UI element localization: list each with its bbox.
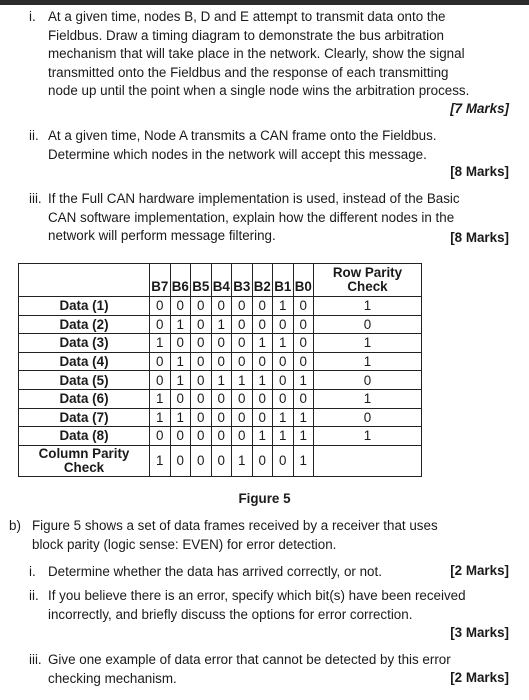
column-parity-bit: 0: [211, 445, 232, 476]
top-border: [0, 0, 529, 5]
text-line: If you believe there is an error, specify which bit(s) have been received: [48, 588, 466, 603]
bit-cell: 0: [232, 297, 253, 316]
column-parity-row: [19, 445, 422, 476]
text-line: transmitted onto the Fieldbus and the response of each transmitting: [48, 64, 449, 80]
text-line: Determine which nodes in the network will accept this message.: [48, 146, 427, 162]
bit-cell: 1: [252, 371, 273, 390]
parity-cell: 1: [314, 389, 422, 408]
bit-cell: 0: [150, 315, 171, 334]
bit-cell: 1: [170, 408, 191, 427]
bit-cell: 1: [273, 334, 294, 353]
bit-cell: 1: [170, 315, 191, 334]
bit-cell: 1: [273, 427, 294, 446]
bit-cell: 0: [252, 315, 273, 334]
bit-cell: 0: [211, 352, 232, 371]
bit-cell: 0: [252, 408, 273, 427]
bit-cell: 0: [293, 297, 314, 316]
corner-cell: [19, 264, 150, 297]
marks-label: [8 Marks]: [450, 230, 509, 245]
bit-header: B6: [170, 264, 191, 297]
bit-cell: 1: [150, 408, 171, 427]
text-line: Give one example of data error that cannot be detected by this error: [48, 652, 451, 667]
bit-cell: 0: [211, 334, 232, 353]
question-text: [48, 8, 469, 101]
header-line: Row Parity: [332, 265, 403, 280]
text-line: At a given time, nodes B, D and E attempt to transmit data onto the: [48, 9, 446, 24]
bit-cell: 0: [191, 408, 212, 427]
bit-cell: 0: [232, 352, 253, 371]
table-row: [19, 334, 422, 353]
question-number: ii.: [29, 128, 39, 143]
column-parity-bit: 1: [293, 445, 314, 476]
parity-cell: 1: [314, 427, 422, 446]
row-label: Data (3): [19, 334, 150, 353]
bit-cell: 0: [150, 371, 171, 390]
question-number: ii.: [29, 588, 39, 603]
row-label: Data (2): [19, 315, 150, 334]
empty-cell: [314, 445, 422, 476]
part-label: b): [9, 518, 21, 533]
bit-cell: 0: [232, 334, 253, 353]
column-parity-bit: 0: [170, 445, 191, 476]
row-label: Data (8): [19, 427, 150, 446]
text-line: block parity (logic sense: EVEN) for error detection.: [32, 536, 337, 552]
bit-cell: 1: [293, 371, 314, 390]
text-line: mechanism that will take place in the network. Clearly, show the signal: [48, 46, 465, 62]
label-line: Check: [63, 459, 105, 475]
column-parity-bit: 0: [252, 445, 273, 476]
bit-cell: 1: [293, 408, 314, 427]
table-row: [19, 408, 422, 427]
bit-cell: 0: [273, 389, 294, 408]
figure-caption: Figure 5: [238, 491, 291, 506]
bit-cell: 0: [170, 297, 191, 316]
bit-cell: 1: [293, 427, 314, 446]
bit-header: B0: [293, 264, 314, 297]
bit-cell: 0: [211, 408, 232, 427]
row-label: Data (7): [19, 408, 150, 427]
bit-header: B3: [232, 264, 253, 297]
question-number: i.: [29, 9, 36, 24]
question-text: [48, 563, 382, 582]
bit-cell: 0: [191, 334, 212, 353]
bit-cell: 0: [191, 352, 212, 371]
bit-cell: 0: [252, 297, 273, 316]
header-row: [19, 264, 422, 297]
bit-cell: 1: [252, 334, 273, 353]
bit-header: B1: [273, 264, 294, 297]
bit-cell: 0: [170, 427, 191, 446]
text-line: Fieldbus. Draw a timing diagram to demonstrate the bus arbitration: [48, 27, 444, 43]
bit-cell: 1: [211, 315, 232, 334]
bit-cell: 0: [170, 334, 191, 353]
bit-cell: 0: [293, 352, 314, 371]
parity-cell: 0: [314, 408, 422, 427]
bit-cell: 1: [232, 371, 253, 390]
marks-label: [7 Marks]: [450, 101, 509, 116]
question-number: iii.: [29, 652, 42, 667]
row-parity-header: [314, 264, 422, 297]
question-text: [48, 587, 466, 624]
bit-cell: 0: [191, 371, 212, 390]
bit-cell: 0: [170, 389, 191, 408]
bit-cell: 0: [273, 371, 294, 390]
bit-cell: 0: [232, 408, 253, 427]
parity-cell: 1: [314, 352, 422, 371]
bit-cell: 0: [293, 389, 314, 408]
bit-cell: 0: [232, 389, 253, 408]
table-row: [19, 315, 422, 334]
question-text: [48, 651, 451, 688]
bit-cell: 0: [211, 389, 232, 408]
bit-cell: 0: [293, 334, 314, 353]
bit-cell: 0: [252, 352, 273, 371]
bit-cell: 0: [191, 297, 212, 316]
bit-cell: 0: [232, 427, 253, 446]
question-number: i.: [29, 564, 36, 579]
bit-cell: 1: [252, 427, 273, 446]
bit-cell: 1: [170, 352, 191, 371]
column-parity-bit: 0: [273, 445, 294, 476]
text-line: Determine whether the data has arrived correctly, or not.: [48, 564, 382, 579]
text-line: Figure 5 shows a set of data frames received by a receiver that uses: [32, 518, 438, 533]
marks-label: [8 Marks]: [450, 164, 509, 179]
parity-cell: 0: [314, 371, 422, 390]
bit-header: B7: [150, 264, 171, 297]
parity-table: [18, 263, 422, 477]
bit-cell: 0: [273, 352, 294, 371]
bit-cell: 1: [273, 408, 294, 427]
bit-cell: 1: [150, 389, 171, 408]
table-row: [19, 352, 422, 371]
column-parity-bit: 1: [150, 445, 171, 476]
row-label: Data (6): [19, 389, 150, 408]
bit-header: B2: [252, 264, 273, 297]
column-parity-bit: 0: [191, 445, 212, 476]
table-row: [19, 427, 422, 446]
bit-header: B4: [211, 264, 232, 297]
column-parity-label: [19, 445, 150, 476]
parity-cell: 1: [314, 297, 422, 316]
table-row: [19, 297, 422, 316]
parity-cell: 0: [314, 315, 422, 334]
text-line: At a given time, Node A transmits a CAN frame onto the Fieldbus.: [48, 128, 437, 143]
bit-cell: 0: [273, 315, 294, 334]
bit-cell: 0: [150, 297, 171, 316]
table-row: [19, 389, 422, 408]
text-line: CAN software implementation, explain how the different nodes in the: [48, 209, 455, 225]
bit-cell: 0: [150, 427, 171, 446]
bit-cell: 0: [191, 427, 212, 446]
bit-cell: 0: [191, 389, 212, 408]
question-text: [48, 190, 460, 246]
bit-cell: 0: [150, 352, 171, 371]
bit-cell: 0: [211, 297, 232, 316]
part-b-text: [32, 517, 438, 554]
parity-cell: 1: [314, 334, 422, 353]
bit-cell: 1: [211, 371, 232, 390]
question-text: [48, 127, 437, 164]
column-parity-bit: 1: [232, 445, 253, 476]
bit-cell: 1: [273, 297, 294, 316]
bit-cell: 0: [211, 427, 232, 446]
header-line: Check: [347, 279, 388, 294]
text-line: node up until the point when a single node wins the arbitration process.: [48, 83, 470, 99]
text-line: incorrectly, and briefly discuss the options for error correction.: [48, 606, 413, 622]
row-label: Data (1): [19, 297, 150, 316]
text-line: If the Full CAN hardware implementation is used, instead of the Basic: [48, 191, 460, 206]
bit-cell: 0: [191, 315, 212, 334]
bit-cell: 0: [252, 389, 273, 408]
label-line: Column Parity: [38, 445, 130, 461]
row-label: Data (4): [19, 352, 150, 371]
bit-cell: 1: [150, 334, 171, 353]
bit-cell: 0: [293, 315, 314, 334]
marks-label: [2 Marks]: [450, 563, 509, 578]
row-label: Data (5): [19, 371, 150, 390]
table-row: [19, 371, 422, 390]
question-number: iii.: [29, 191, 42, 206]
bit-cell: 0: [232, 315, 253, 334]
marks-label: [3 Marks]: [450, 625, 509, 640]
bit-header: B5: [191, 264, 212, 297]
marks-label: [2 Marks]: [450, 670, 509, 685]
text-line: network will perform message filtering.: [48, 228, 276, 244]
bit-cell: 1: [170, 371, 191, 390]
text-line: checking mechanism.: [48, 670, 177, 686]
